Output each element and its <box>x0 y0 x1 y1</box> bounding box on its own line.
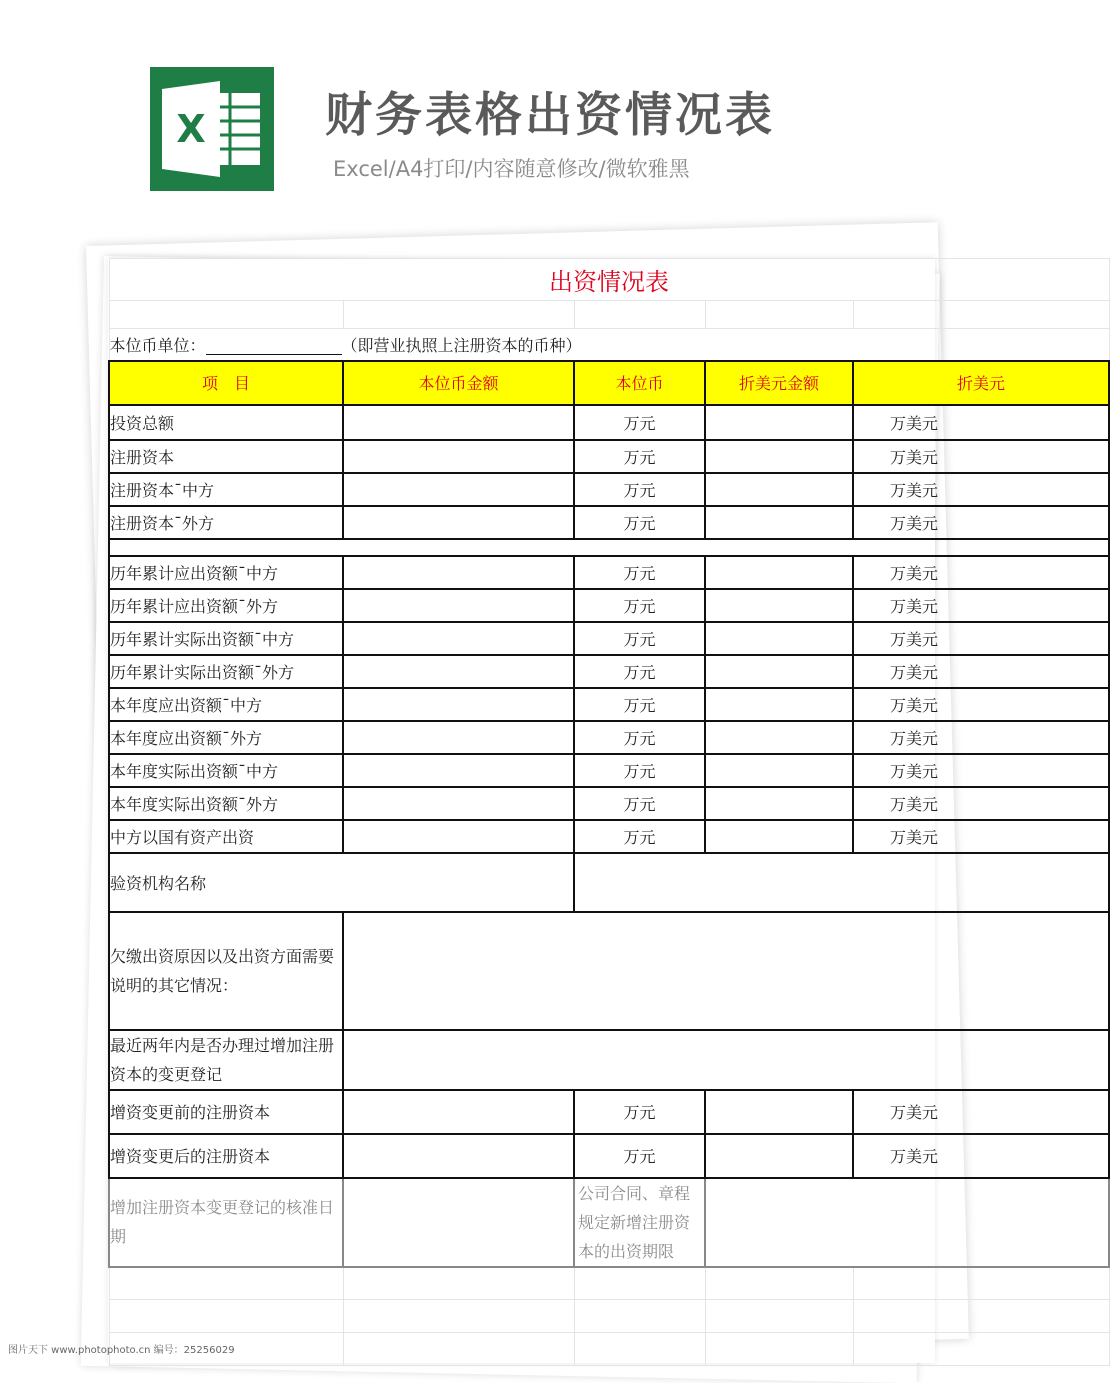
unit-note: （即营业执照上注册资本的币种） <box>341 335 582 355</box>
unit-cell: 万元 <box>574 655 705 688</box>
unit-blank[interactable] <box>206 338 342 355</box>
col-header-usd: 折美元 <box>853 361 1109 405</box>
usd-unit-cell: 万美元 <box>853 589 1109 622</box>
row-item: 增资变更前的注册资本 <box>109 1090 343 1134</box>
capital-table <box>108 258 1110 1366</box>
unit-cell: 万元 <box>574 506 705 539</box>
table-row <box>109 1090 1109 1134</box>
col-header-item: 项 目 <box>109 361 343 405</box>
row-item: 本年度实际出资额¯外方 <box>109 787 343 820</box>
sheet-title: 出资情况表 <box>109 259 1109 301</box>
unit-cell: 万元 <box>574 405 705 440</box>
usd-unit-cell: 万美元 <box>853 721 1109 754</box>
usd-unit-cell: 万美元 <box>853 622 1109 655</box>
spreadsheet <box>108 258 1110 1366</box>
row-item: 本年度应出资额¯外方 <box>109 721 343 754</box>
row-item: 本年度应出资额¯中方 <box>109 688 343 721</box>
table-row <box>109 405 1109 440</box>
recent-change-label: 最近两年内是否办理过增加注册资本的变更登记 <box>109 1030 343 1090</box>
col-header-usd-amount: 折美元金额 <box>705 361 853 405</box>
usd-unit-cell: 万美元 <box>853 405 1109 440</box>
amount-cell[interactable] <box>343 405 574 440</box>
row-item: 注册资本¯中方 <box>109 473 343 506</box>
row-item: 投资总额 <box>109 405 343 440</box>
table-row <box>109 1134 1109 1178</box>
table-row <box>109 589 1109 622</box>
usd-unit-cell: 万美元 <box>853 787 1109 820</box>
recent-change-row <box>109 1030 1109 1090</box>
amount-cell[interactable] <box>343 820 574 853</box>
usd-amount-cell[interactable] <box>705 506 853 539</box>
amount-cell[interactable] <box>343 655 574 688</box>
amount-cell[interactable] <box>343 440 574 473</box>
arrears-input[interactable] <box>343 912 1109 1030</box>
usd-amount-cell[interactable] <box>705 473 853 506</box>
arrears-label: 欠缴出资原因以及出资方面需要说明的其它情况： <box>109 912 343 1030</box>
recent-change-input[interactable] <box>343 1030 1109 1090</box>
col-header-amount: 本位币金额 <box>343 361 574 405</box>
unit-cell: 万元 <box>574 754 705 787</box>
unit-cell: 万元 <box>574 589 705 622</box>
page-title: 财务表格出资情况表 <box>325 88 775 143</box>
verify-org-input[interactable] <box>574 853 1109 912</box>
table-row <box>109 622 1109 655</box>
usd-amount-cell[interactable] <box>705 1090 853 1134</box>
table-row <box>109 473 1109 506</box>
usd-unit-cell: 万美元 <box>853 440 1109 473</box>
usd-unit-cell: 万美元 <box>853 1134 1109 1178</box>
usd-amount-cell[interactable] <box>705 556 853 589</box>
unit-cell: 万元 <box>574 556 705 589</box>
spacer-row <box>109 539 1109 556</box>
amount-cell[interactable] <box>343 622 574 655</box>
amount-cell[interactable] <box>343 787 574 820</box>
deadline-input[interactable] <box>705 1178 1109 1267</box>
verify-org-row <box>109 853 1109 912</box>
usd-amount-cell[interactable] <box>705 820 853 853</box>
usd-unit-cell: 万美元 <box>853 556 1109 589</box>
usd-amount-cell[interactable] <box>705 589 853 622</box>
arrears-row <box>109 912 1109 1030</box>
unit-cell: 万元 <box>574 440 705 473</box>
spreadsheet-page <box>108 258 1006 1363</box>
amount-cell[interactable] <box>343 589 574 622</box>
usd-unit-cell: 万美元 <box>853 688 1109 721</box>
usd-unit-cell: 万美元 <box>853 820 1109 853</box>
verify-org-label: 验资机构名称 <box>109 853 574 912</box>
usd-unit-cell: 万美元 <box>853 655 1109 688</box>
deadline-label: 公司合同、章程规定新增注册资本的出资期限 <box>574 1178 705 1267</box>
row-item: 历年累计应出资额¯外方 <box>109 589 343 622</box>
amount-cell[interactable] <box>343 556 574 589</box>
table-row <box>109 556 1109 589</box>
unit-cell: 万元 <box>574 473 705 506</box>
amount-cell[interactable] <box>343 1134 574 1178</box>
usd-amount-cell[interactable] <box>705 688 853 721</box>
col-header-currency: 本位币 <box>574 361 705 405</box>
usd-unit-cell: 万美元 <box>853 506 1109 539</box>
row-item: 增资变更后的注册资本 <box>109 1134 343 1178</box>
table-row <box>109 754 1109 787</box>
unit-cell: 万元 <box>574 1134 705 1178</box>
unit-row <box>109 329 1109 361</box>
usd-amount-cell[interactable] <box>705 787 853 820</box>
unit-cell: 万元 <box>574 688 705 721</box>
table-row <box>109 440 1109 473</box>
approval-date-input[interactable] <box>343 1178 574 1267</box>
row-item: 注册资本¯外方 <box>109 506 343 539</box>
table-row <box>109 721 1109 754</box>
usd-amount-cell[interactable] <box>705 440 853 473</box>
amount-cell[interactable] <box>343 721 574 754</box>
row-item: 中方以国有资产出资 <box>109 820 343 853</box>
usd-unit-cell: 万美元 <box>853 1090 1109 1134</box>
unit-cell: 万元 <box>574 1090 705 1134</box>
amount-cell[interactable] <box>343 688 574 721</box>
usd-amount-cell[interactable] <box>705 721 853 754</box>
usd-amount-cell[interactable] <box>705 622 853 655</box>
unit-label: 本位币单位： <box>109 335 206 355</box>
watermark: 图片天下 www.photophoto.cn 编号：25256029 <box>8 1345 235 1356</box>
approval-row <box>109 1178 1109 1267</box>
usd-unit-cell: 万美元 <box>853 473 1109 506</box>
row-item: 历年累计实际出资额¯中方 <box>109 622 343 655</box>
unit-cell: 万元 <box>574 721 705 754</box>
page-subtitle: Excel/A4打印/内容随意修改/微软雅黑 <box>333 157 690 181</box>
amount-cell[interactable] <box>343 1090 574 1134</box>
unit-cell: 万元 <box>574 787 705 820</box>
amount-cell[interactable] <box>343 506 574 539</box>
row-item: 历年累计应出资额¯中方 <box>109 556 343 589</box>
amount-cell[interactable] <box>343 754 574 787</box>
unit-cell: 万元 <box>574 820 705 853</box>
table-row <box>109 787 1109 820</box>
usd-amount-cell[interactable] <box>705 405 853 440</box>
table-row <box>109 506 1109 539</box>
table-row <box>109 820 1109 853</box>
amount-cell[interactable] <box>343 473 574 506</box>
column-header-row <box>109 361 1109 405</box>
usd-amount-cell[interactable] <box>705 754 853 787</box>
excel-icon <box>150 67 274 191</box>
row-item: 本年度实际出资额¯中方 <box>109 754 343 787</box>
row-item: 历年累计实际出资额¯外方 <box>109 655 343 688</box>
usd-unit-cell: 万美元 <box>853 754 1109 787</box>
usd-amount-cell[interactable] <box>705 655 853 688</box>
svg-text:X: X <box>176 107 206 151</box>
table-row <box>109 655 1109 688</box>
approval-date-label: 增加注册资本变更登记的核准日期 <box>109 1178 343 1267</box>
unit-cell: 万元 <box>574 622 705 655</box>
row-item: 注册资本 <box>109 440 343 473</box>
usd-amount-cell[interactable] <box>705 1134 853 1178</box>
table-row <box>109 688 1109 721</box>
